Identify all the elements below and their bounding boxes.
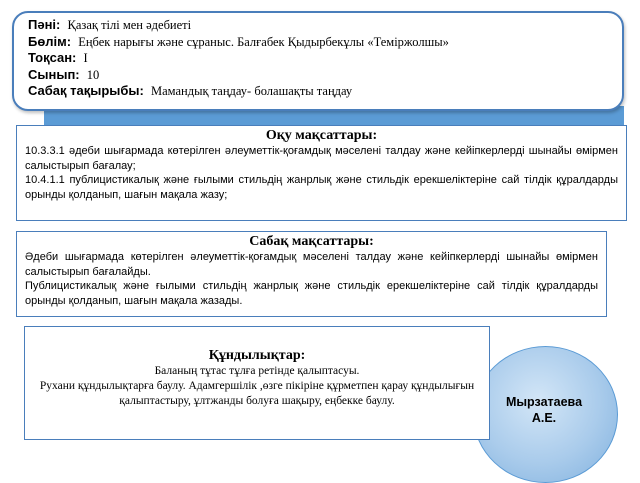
topic-value: Мамандық таңдау- болашақты таңдау	[151, 84, 353, 98]
learning-goals-box	[16, 125, 627, 221]
class-value: 10	[86, 67, 100, 82]
values-box	[24, 326, 490, 440]
section-row	[28, 34, 610, 51]
section-value: Еңбек нарығы және сұраныс. Балғабек Қыдырбекұлы «Теміржолшы»	[78, 34, 449, 49]
lesson-info-card	[12, 11, 624, 111]
author-name	[478, 394, 610, 426]
subject-value: Қазақ тілі мен әдебиеті	[67, 18, 192, 32]
section-label: Бөлім:	[28, 33, 72, 49]
lesson-goal-item: Публицистикалық және ғылыми стильдің жанрлық және стильдік ерекшеліктеріне сай тілдік құралдарды орынды қолданып, шағын мақала жазады.	[25, 280, 598, 307]
learning-goals-title: Оқу мақсаттары:	[265, 128, 378, 143]
lesson-goals-box	[16, 231, 607, 317]
class-row	[28, 67, 610, 84]
topic-row	[28, 83, 610, 100]
author-surname: Мырзатаева	[505, 395, 583, 409]
subject-label: Пәні:	[28, 17, 61, 32]
lesson-goals-title: Сабақ мақсаттары:	[249, 234, 374, 249]
quarter-value: I	[83, 51, 88, 65]
values-line: Баланың тұтас тұлға ретінде қалыптасуы.	[154, 365, 360, 377]
values-line: Рухани құндылықтарға баулу. Адамгершілік ,өзге пікіріне құрметпен қарау құндылығын қалыптастыру, ұлтжанды болуға шақыру, еңбекке баулу.	[39, 380, 475, 407]
learning-goal-item: 10.3.3.1 әдеби шығармада көтерілген әлеуметтік-қоғамдық мәселені талдау және кейіпкерлерді шынайы өмірмен салыстырып бағалау;	[25, 145, 618, 172]
class-label: Сынып:	[28, 66, 80, 82]
subject-row	[28, 17, 610, 34]
values-title: Құндылықтар:	[208, 348, 306, 363]
topic-label: Сабақ тақырыбы:	[28, 83, 144, 98]
lesson-goal-item: Әдеби шығармада көтерілген әлеуметтік-қоғамдық мәселені талдау және кейіпкерлерді шынайы өмірмен салыстырып бағалайды.	[25, 251, 598, 278]
learning-goal-item: 10.4.1.1 публицистикалық және ғылыми стильдің жанрлық және стильдік ерекшеліктеріне сай тілдік құралдарды орынды қолданып, шағын мақала жазу;	[25, 174, 618, 201]
quarter-label: Тоқсан:	[28, 50, 77, 65]
quarter-row	[28, 50, 610, 67]
author-initials: А.Е.	[531, 411, 557, 425]
